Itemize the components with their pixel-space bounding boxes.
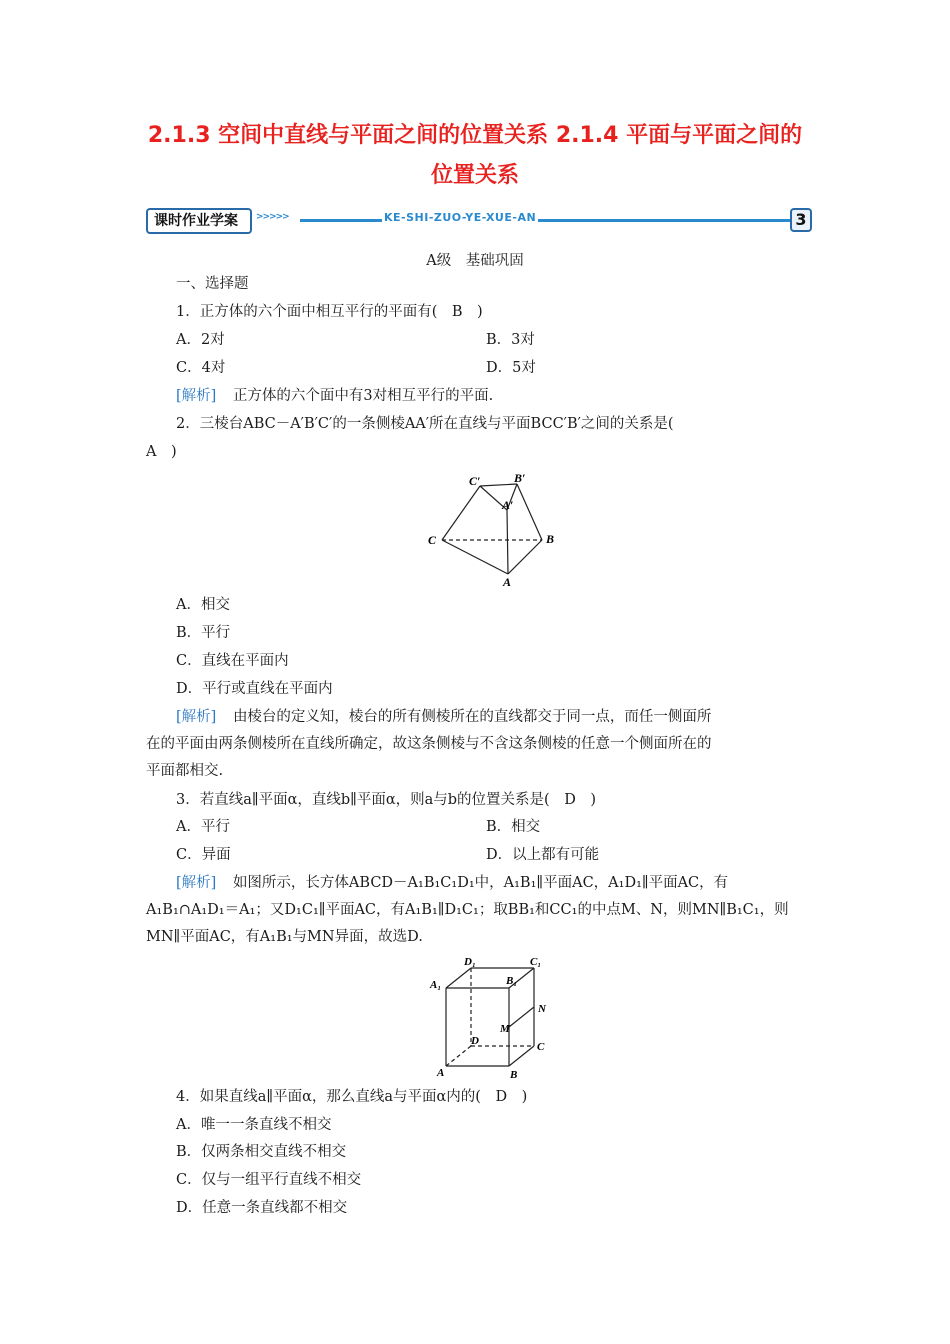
q2-stem-line1: 2．三棱台ABC－A′B′C′的一条侧棱AA′所在直线与平面BCC′B′之间的关系是( (176, 416, 674, 432)
label-a: A (503, 575, 512, 589)
q2-analysis-text1: 由棱台的定义知，棱台的所有侧棱所在的直线都交于同一点，而任一侧面所 (232, 709, 712, 725)
page-title-line1: 2.1.3 空间中直线与平面之间的位置关系 2.1.4 平面与平面之间的 (147, 123, 803, 148)
q2-analysis-line2: 在的平面由两条侧棱所在直线所确定，故这条侧棱与不含这条侧棱的任意一个侧面所在的 (146, 736, 712, 752)
q2-option-a: A．相交 (176, 597, 230, 613)
label-a: A (437, 1067, 445, 1079)
q3-option-b: B．相交 (486, 819, 541, 835)
q3-option-d: D．以上都有可能 (486, 847, 600, 863)
section-heading: 一、选择题 (176, 276, 249, 292)
q1-option-c: C．4对 (176, 360, 226, 376)
homework-banner (146, 206, 812, 236)
q1-stem: 1．正方体的六个面中相互平行的平面有( B ) (176, 304, 483, 320)
q4-option-d: D．任意一条直线都不相交 (176, 1200, 348, 1216)
q1-option-d: D．5对 (486, 360, 536, 376)
q2-analysis-line1 (176, 707, 711, 727)
label-c-prime: C′ (469, 474, 481, 488)
q4-option-b: B．仅两条相交直线不相交 (176, 1144, 347, 1160)
q1-option-a: A．2对 (176, 332, 225, 348)
q3-analysis-line2: A₁B₁∩A₁D₁＝A₁；又D₁C₁∥平面AC，有A₁B₁∥D₁C₁；取BB₁和CC₁的中点M、N，则MN∥B₁C₁，则 (146, 902, 789, 918)
q2-stem-line2: A ) (146, 444, 177, 460)
q2-option-c: C．直线在平面内 (176, 653, 289, 669)
q3-analysis-line1 (176, 873, 728, 893)
q2-analysis-line3: 平面都相交. (146, 763, 224, 779)
q3-option-c: C．异面 (176, 847, 231, 863)
label-c: C (537, 1041, 545, 1053)
label-b-prime: B′ (514, 472, 526, 485)
label-m: M (500, 1023, 510, 1035)
label-c: C (428, 533, 437, 547)
frustum-figure (420, 472, 560, 590)
q4-option-a: A．唯一一条直线不相交 (176, 1117, 332, 1133)
banner-number: 3 (790, 208, 812, 232)
banner-pinyin: KE-SHI-ZUO-YE-XUE-AN (384, 211, 537, 224)
label-d: D (471, 1035, 479, 1047)
label-d1: D₁ (464, 956, 476, 968)
banner-label: 课时作业学案 (146, 208, 252, 234)
q3-analysis-text1: 如图所示，长方体ABCD－A₁B₁C₁D₁中，A₁B₁∥平面AC，A₁D₁∥平面AC，有 (232, 875, 729, 891)
q1-analysis-tag: [解析] (176, 388, 217, 404)
q3-stem: 3．若直线a∥平面α，直线b∥平面α，则a与b的位置关系是( D ) (176, 792, 596, 808)
banner-line (300, 219, 790, 222)
q3-option-a: A．平行 (176, 819, 230, 835)
label-n: N (538, 1003, 546, 1015)
q2-option-d: D．平行或直线在平面内 (176, 681, 333, 697)
q2-option-b: B．平行 (176, 625, 231, 641)
q1-option-b: B．3对 (486, 332, 535, 348)
banner-arrows: >>>>> (256, 212, 289, 222)
q4-stem: 4．如果直线a∥平面α，那么直线a与平面α内的( D ) (176, 1089, 528, 1105)
q2-analysis-tag: [解析] (176, 709, 217, 725)
label-c1: C₁ (530, 956, 542, 968)
label-b1: B₁ (506, 975, 518, 987)
label-b: B (510, 1069, 518, 1081)
q1-analysis (176, 386, 493, 406)
label-a-prime: A′ (502, 498, 514, 512)
q4-option-c: C．仅与一组平行直线不相交 (176, 1172, 362, 1188)
label-b: B (546, 532, 555, 546)
label-a1: A₁ (430, 979, 442, 991)
q3-analysis-tag: [解析] (176, 875, 217, 891)
q3-analysis-line3: MN∥平面AC，有A₁B₁与MN异面，故选D. (146, 929, 423, 945)
q1-analysis-text: 正方体的六个面中有3对相互平行的平面. (232, 388, 494, 404)
page-title-line2: 位置关系 (430, 163, 519, 188)
level-heading: A级 基础巩固 (426, 253, 524, 269)
cuboid-figure (428, 954, 558, 1082)
